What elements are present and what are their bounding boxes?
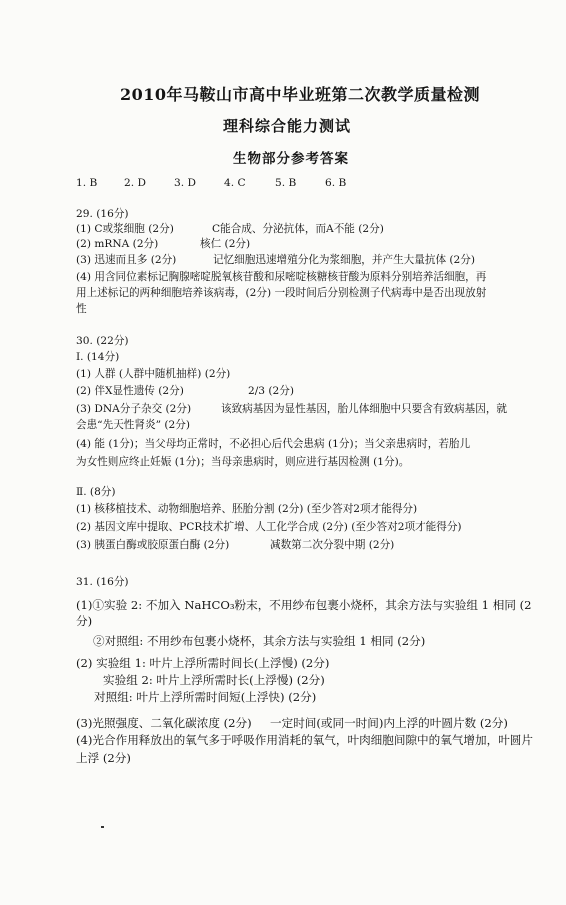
q31-line: (3)光照强度、二氧化碳浓度 (2分) xyxy=(76,716,252,730)
q30-line: (3) DNA分子杂交 (2分) xyxy=(76,403,192,415)
q30-line: 该致病基因为显性基因，胎儿体细胞中只要含有致病基因，就 xyxy=(221,403,508,415)
q31-heading: 31. (16分) xyxy=(76,576,129,588)
q31-line: ②对照组: 不用纱布包裹小烧杯，其余方法与实验组 1 相同 (2分) xyxy=(93,634,426,648)
q30-line: (2) 伴X显性遗传 (2分) xyxy=(76,385,184,397)
q30-heading: 30. (22分) xyxy=(76,335,129,347)
mc-answer: 4. C xyxy=(224,177,246,189)
q31-line: 分) xyxy=(76,614,93,628)
q29-line: C能合成、分泌抗体，而A不能 (2分) xyxy=(212,223,384,235)
q30-line: 会患“先天性肾炎” (2分) xyxy=(76,419,190,431)
q29-line: 性 xyxy=(76,303,87,315)
q30-line: 为女性则应终止妊娠 (1分)；当母亲患病时，则应进行基因检测 (1分)。 xyxy=(76,456,410,468)
q29-heading: 29. (16分) xyxy=(76,208,129,220)
q30-line: (1) 人群 (人群中随机抽样) (2分) xyxy=(76,368,231,380)
q31-line: (2) 实验组 1: 叶片上浮所需时间长(上浮慢) (2分) xyxy=(76,656,330,670)
q31-line: 实验组 2: 叶片上浮所需时长(上浮慢) (2分) xyxy=(103,673,325,687)
q30-line: 2/3 (2分) xyxy=(248,385,295,397)
page-title: 2010年马鞍山市高中毕业班第二次教学质量检测 xyxy=(120,85,481,104)
q30-line: (1) 核移植技术、动物细胞培养、胚胎分割 (2分) (至少答对2项才能得分) xyxy=(76,503,418,515)
q30-line: (4) 能 (1分)；当父母均正常时，不必担心后代会患病 (1分)；当父亲患病时，若胎儿 xyxy=(76,438,471,450)
section-title: 生物部分参考答案 xyxy=(233,151,349,167)
q31-line: (1)①实验 2: 不加入 NaHCO₃粉末，不用纱布包裹小烧杯，其余方法与实验组 1 相同 (2 xyxy=(76,598,532,612)
q31-line: (4)光合作用释放出的氧气多于呼吸作用消耗的氧气，叶肉细胞间隙中的氧气增加，叶圆片 xyxy=(76,733,533,747)
q29-line: (2) mRNA (2分) xyxy=(76,238,159,250)
q29-line: (4) 用含同位素标记胸腺嘧啶脱氧核苷酸和尿嘧啶核糖核苷酸为原料分别培养活细胞，再 xyxy=(76,271,487,283)
q30-line: (2) 基因文库中提取、PCR技术扩增、人工化学合成 (2分) (至少答对2项才能得分) xyxy=(76,521,462,533)
mc-answer: 1. B xyxy=(76,177,98,189)
q30-part-heading: Ⅱ. (8分) xyxy=(76,486,116,498)
q30-part-heading: Ⅰ. (14分) xyxy=(76,351,120,363)
q29-line: 记忆细胞迅速增殖分化为浆细胞，并产生大量抗体 (2分) xyxy=(213,254,476,266)
q30-line: 减数第二次分裂中期 (2分) xyxy=(270,539,395,551)
q29-line: 用上述标记的两种细胞培养该病毒，(2分) 一段时间后分别检测子代病毒中是否出现放射 xyxy=(76,287,487,299)
q29-line: (3) 迅速而且多 (2分) xyxy=(76,254,177,266)
mc-answer: 6. B xyxy=(325,177,347,189)
mc-answer: 3. D xyxy=(174,177,196,189)
q30-line: (3) 胰蛋白酶或胶原蛋白酶 (2分) xyxy=(76,539,230,551)
q29-line: 核仁 (2分) xyxy=(200,238,251,250)
scan-speck xyxy=(101,826,104,828)
mc-answer: 2. D xyxy=(124,177,146,189)
q31-line: 一定时间(或同一时间)内上浮的叶圆片数 (2分) xyxy=(270,716,508,730)
page-subtitle: 理科综合能力测试 xyxy=(223,117,352,135)
mc-answer: 5. B xyxy=(275,177,297,189)
q29-line: (1) C或浆细胞 (2分) xyxy=(76,223,174,235)
q31-line: 对照组: 叶片上浮所需时间短(上浮快) (2分) xyxy=(94,690,317,704)
q31-line: 上浮 (2分) xyxy=(76,751,131,765)
multiple-choice-answers xyxy=(76,176,376,190)
